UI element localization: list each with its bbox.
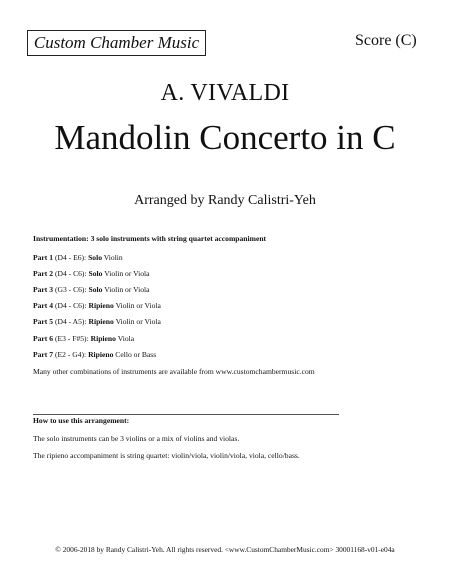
part-range: (D4 - A5): [54,317,87,326]
score-label: Score (C) [355,32,417,49]
publisher-logo-box [27,30,206,56]
part-row [33,334,134,343]
howto-heading: How to use this arrangement: [33,416,130,425]
part-row [33,301,161,310]
part-name: Part 6 [33,334,54,343]
part-instruments: Violin or Viola [104,269,150,278]
instrumentation-heading: Instrumentation: 3 solo instruments with string quartet accompaniment [33,234,267,243]
part-range: (D4 - C6): [54,269,87,278]
part-range: (G3 - C6): [54,285,87,294]
part-row [33,285,150,294]
part-range: (D4 - C6): [54,301,87,310]
part-name: Part 4 [33,301,54,310]
publisher-name: Custom Chamber Music [33,33,200,52]
part-name: Part 3 [33,285,54,294]
part-range: (E3 - F#5): [54,334,89,343]
part-instruments: Violin [103,253,123,262]
part-row [33,350,156,359]
part-range: (D4 - E6): [54,253,87,262]
part-instruments: Violin or Viola [115,317,161,326]
other-combinations-note: Many other combinations of instruments are available from www.customchambermusic.com [33,367,315,376]
part-instruments: Violin or Viola [115,301,161,310]
section-divider [33,414,339,415]
part-name: Part 2 [33,269,54,278]
part-name: Part 1 [33,253,54,262]
howto-line: The solo instruments can be 3 violins or a mix of violins and violas. [33,434,240,443]
part-role: Solo [88,269,103,278]
part-role: Ripieno [88,301,114,310]
part-name: Part 7 [33,350,54,359]
composer-name: A. VIVALDI [160,80,290,106]
part-role: Ripieno [88,350,114,359]
part-role: Ripieno [90,334,116,343]
howto-line: The ripieno accompaniment is string quartet: violin/viola, violin/viola, viola, cello/bass. [33,451,300,460]
part-role: Solo [88,285,103,294]
part-instruments: Violin or Viola [104,285,150,294]
part-role: Solo [88,253,102,262]
part-row [33,317,161,326]
part-role: Ripieno [88,317,114,326]
piece-title: Mandolin Concerto in C [54,118,396,157]
part-name: Part 5 [33,317,54,326]
part-row [33,269,150,278]
arranger-credit: Arranged by Randy Calistri-Yeh [134,193,316,208]
part-range: (E2 - G4): [54,350,87,359]
part-instruments: Cello or Bass [115,350,157,359]
part-instruments: Viola [117,334,135,343]
copyright-footer: © 2006-2018 by Randy Calistri-Yeh. All rights reserved. <www.CustomChamberMusic.com> 30001168-v01-e04a [55,545,395,554]
part-row [33,253,123,262]
